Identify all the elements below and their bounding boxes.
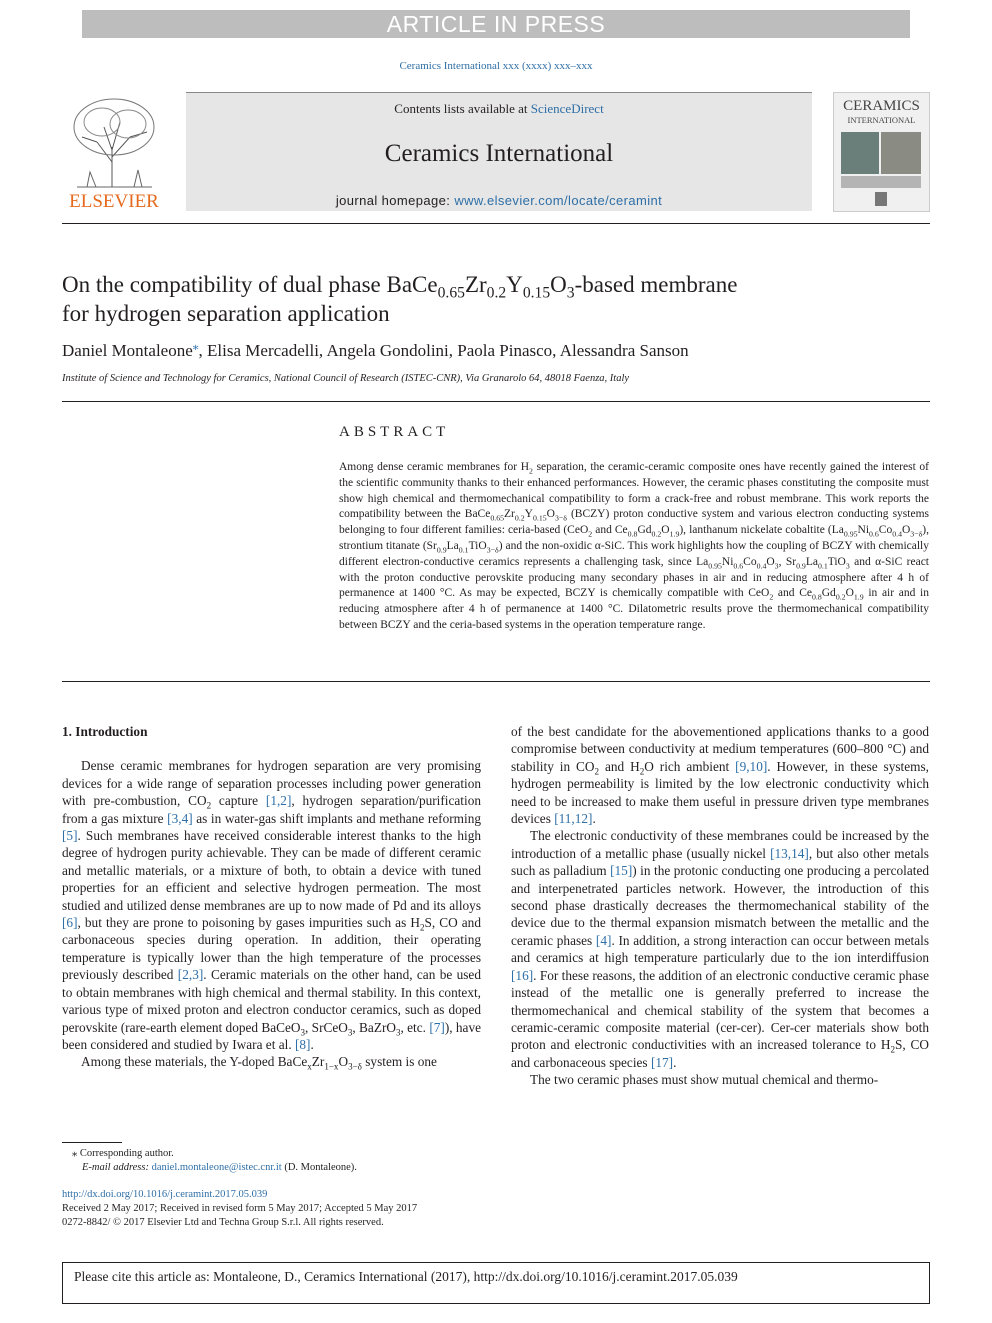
abstract-text: Among dense ceramic membranes for $H_2$ separation, the ceramic-ceramic composite ones have recently gained the interest of the scientific community thanks to their enhanced performances. However, the ceramic phases constituting the composite must show high chemical and thermomechanical compatibility to form a crack-free and robust membrane. This work reports the compatibility between the $BaCe_{0.65}Zr_{0.2}Y_{0.15}O_{3-\delta}$ (BCZY) proton conductive system and various electron conducting systems belonging to four different families: ceria-based (CeO$_2$ and $Ce_{0.8}Gd_{0.2}O_{1.9}$), lanthanum nickelate cobaltite $(La_{0.95}Ni_{0.6}Co_{0.4}O_{3-\delta})$, strontium titanate $(Sr_{0.9}La_{0.1}TiO_{3-\delta})$ and the non-oxidic α-SiC. This work highlights how the coupling of BCZY with chemically different electron-conductive ceramics represents a challenging task, since $La_{0.95}Ni_{0.6}Co_{0.4}O_3$, $Sr_{0.9}La_{0.1}TiO_3$ and α-SiC react with the proton conductive perovskite producing many secondary phases in air and in reducing atmosphere after 4 h of permanence at 1400 °C. As may be expected, BCZY is chemically compatible with CeO$_2$ and $Ce_{0.8}Gd_{0.2}O_{1.9}$ in air and in reducing atmosphere after 4 h of permanence at 1400 °C. Dilatometric results prove the thermomechanical compatibility between BCZY and the ceria-based systems in the operation temperature range. <box>339 461 929 631</box>
citation-link[interactable]: [2,3] <box>177 967 204 983</box>
author-link[interactable]: Daniel Montaleone <box>62 341 193 360</box>
footnote-rule <box>62 1142 122 1143</box>
paragraph: Dense ceramic membranes for hydrogen separation are very promising devices for a wide range of separation processes including power generation with pre-combustion, $CO_2$ capture [1,2], hydrogen separation/purification from a gas mixture [3,4] as in water-gas shift implants and methane reforming [5]. Such membranes have received considerable interest thanks to the high degree of hydrogen purity achievable. They can be made of different ceramic and metallic materials, or a mixture of both, to obtain a device with tuned properties for an efficient and selective hydrogen permeation. The most studied and utilized dense membranes are up to now made of Pd and its alloys [6], but they are prone to poisoning by gases impurities such as $H_2S$, CO and carbonaceous species during operation. In addition, their operating temperature is typically lower than the high temperature of the processes previously described [2,3]. Ceramic materials on the other hand, can be used to obtain membranes with high chemical and thermal stability. In this context, various type of mixed proton and electron conductor ceramics, such as doped perovskite (rare-earth element doped BaCeO$_3$, SrCeO$_3$, BaZrO$_3$, etc. [7]), have been considered and studied by Iwara et al. [8]. <box>62 758 482 1052</box>
citation-link[interactable]: [16] <box>511 967 534 983</box>
doi-link[interactable]: http://dx.doi.org/10.1016/j.ceramint.2017.05.039 <box>62 1189 268 1200</box>
citation-link[interactable]: [9,10] <box>735 758 768 774</box>
citation-link[interactable]: [6] <box>62 915 78 931</box>
sciencedirect-link[interactable]: ScienceDirect <box>530 101 604 116</box>
citation-link[interactable]: [15] <box>610 863 633 879</box>
journal-title: Ceramics International <box>384 140 614 167</box>
citation-box-text: Please cite this article as: Montaleone, D., Ceramics International (2017), http://dx.doi.org/10.1016/j.ceramint.2017.05.039 <box>74 1269 738 1284</box>
paragraph: of the best candidate for the abovementioned applications thanks to a good compromise between conductivity at medium temperatures (600–800 °C) and stability in $CO_2$ and $H_2O$ rich ambient [9,10]. However, in these systems, hydrogen permeability is limited by the low electronic conductivity which need to be increased to make them useful in pressure driven type membranes devices [11,12]. <box>511 724 929 827</box>
paragraph: The electronic conductivity of these membranes could be increased by the introduction of a metallic phase (usually nickel [13,14], but also other metals such as palladium [15]) in the protonic conducting one producing a percolated and interpenetrated particles network. However, the introduction of this second phase drastically decreases the thermomechanical stability of the device due to the thermal expansion mismatch between the metallic and the ceramic phases [4]. In addition, a strong interaction can occur between metals and ceramics at high temperature particularly due to the ion interdiffusion [16]. For these reasons, the addition of an electronic conductive ceramic phase instead of the metallic one is generally preferred to increase the thermomechanical and chemical stability of the system that becomes a ceramic-ceramic composite material (cer-cer). Cer-cer materials show both proton and electronic conductivities with an increased tolerance to $H_2S$, CO and carbonaceous species [17]. <box>511 828 930 1070</box>
copyright-line: 0272-8842/ © 2017 Elsevier Ltd and Techna Group S.r.l. All rights reserved. <box>62 1217 384 1228</box>
citation-link[interactable]: [5] <box>62 828 78 844</box>
cover-image-1 <box>841 132 879 174</box>
doi-line[interactable] <box>62 1188 662 1202</box>
email-note: E-mail address: daniel.montaleone@istec.cnr.it (D. Montaleone). <box>82 1162 357 1173</box>
affiliation: Institute of Science and Technology for Ceramics, National Council of Research (ISTEC-CNR), Via Granarolo 64, 48018 Faenza, Italy <box>62 373 630 384</box>
citation-link[interactable]: [13,14] <box>770 845 809 861</box>
paragraph: The two ceramic phases must show mutual chemical and thermo- <box>530 1072 879 1088</box>
article-title: On the compatibility of dual phase $BaCe_{0.65}Zr_{0.2}Y_{0.15}O_3$-based membrane for hydrogen separation application <box>62 272 738 326</box>
received-dates: Received 2 May 2017; Received in revised form 5 May 2017; Accepted 5 May 2017 <box>62 1203 418 1214</box>
citation-link[interactable]: [11,12] <box>554 811 593 827</box>
homepage-link[interactable]: www.elsevier.com/locate/ceramint <box>454 193 663 208</box>
citation-link[interactable]: [3,4] <box>167 810 193 826</box>
article-in-press-banner: ARTICLE IN PRESS <box>82 10 910 38</box>
citation-link[interactable]: [1,2] <box>265 793 292 809</box>
corresponding-author-note: ⁎ Corresponding author. <box>72 1148 174 1159</box>
citation-link[interactable]: [4] <box>595 932 612 948</box>
abstract-top-rule <box>62 401 930 402</box>
journal-citation-line[interactable]: Ceramics International xxx (xxxx) xxx–xxx <box>399 60 593 72</box>
journal-cover <box>833 92 930 212</box>
publisher-wordmark: ELSEVIER <box>69 191 159 212</box>
left-column <box>62 723 481 1071</box>
cover-emblem <box>875 192 887 206</box>
section-heading: 1. Introduction <box>62 724 148 739</box>
author-list: Daniel Montaleone⁎, Elisa Mercadelli, Angela Gondolini, Paola Pinasco, Alessandra Sanson <box>62 339 689 360</box>
paragraph: Among these materials, the Y-doped $BaCe_xZr_{1-x}O_{3-\delta}$ system is one <box>81 1054 437 1072</box>
citation-link[interactable]: [17] <box>650 1054 674 1070</box>
contents-line: Contents lists available at ScienceDirect <box>394 101 604 116</box>
cover-image-3 <box>841 176 921 188</box>
elsevier-tree-icon <box>62 92 166 192</box>
citation-link[interactable]: [8] <box>294 1036 311 1052</box>
cover-image-2 <box>881 132 921 174</box>
journal-homepage: journal homepage: www.elsevier.com/locate/ceramint <box>335 193 663 208</box>
cover-title: CERAMICS <box>843 98 920 114</box>
cover-subtitle: INTERNATIONAL <box>847 115 916 125</box>
corresponding-author-mark[interactable]: ⁎ <box>192 339 199 353</box>
header-rule <box>62 223 930 224</box>
email-link[interactable]: daniel.montaleone@istec.cnr.it <box>151 1162 282 1173</box>
abstract-bottom-rule <box>62 681 930 682</box>
abstract-heading: ABSTRACT <box>339 424 450 440</box>
citation-link[interactable]: [7] <box>429 1019 445 1035</box>
right-column <box>511 723 929 1089</box>
elsevier-logo <box>62 92 166 212</box>
